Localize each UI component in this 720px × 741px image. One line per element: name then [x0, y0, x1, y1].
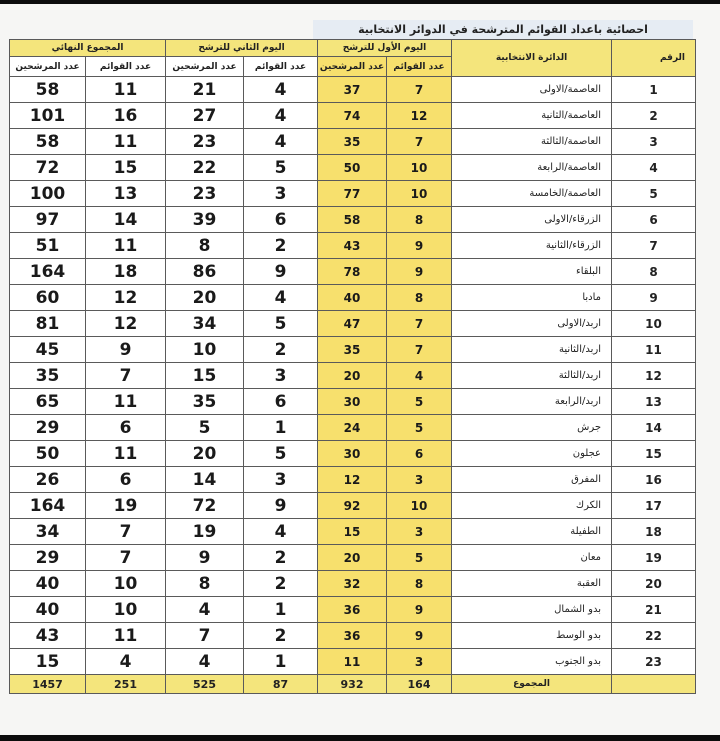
day2-candidates-header: عدد المرشحين	[166, 57, 244, 77]
document-sheet	[0, 4, 720, 735]
district-cell: الكرك	[452, 493, 612, 519]
day1-candidates-cell: 32	[318, 571, 387, 597]
row-number-cell: 11	[612, 337, 696, 363]
day2-candidates-cell: 23	[166, 181, 244, 207]
day1-lists-cell: 9	[387, 259, 452, 285]
day1-lists-header: عدد القوائم	[387, 57, 452, 77]
day2-candidates-cell: 27	[166, 103, 244, 129]
day2-lists-cell: 2	[244, 545, 318, 571]
final-lists-cell: 15	[86, 155, 166, 181]
row-number-cell: 12	[612, 363, 696, 389]
day1-lists-cell: 10	[387, 493, 452, 519]
final-lists-header: عدد القوائم	[86, 57, 166, 77]
row-number-cell: 4	[612, 155, 696, 181]
row-number-cell: 22	[612, 623, 696, 649]
row-number-cell: 19	[612, 545, 696, 571]
day1-lists-cell: 8	[387, 571, 452, 597]
final-lists-cell: 11	[86, 441, 166, 467]
day1-candidates-cell: 47	[318, 311, 387, 337]
district-cell: بدو الجنوب	[452, 649, 612, 675]
district-cell: جرش	[452, 415, 612, 441]
day1-candidates-cell: 11	[318, 649, 387, 675]
day1-lists-cell: 12	[387, 103, 452, 129]
final-candidates-cell: 29	[10, 415, 86, 441]
row-number-cell: 7	[612, 233, 696, 259]
day2-lists-cell: 3	[244, 181, 318, 207]
day1-candidates-cell: 37	[318, 77, 387, 103]
final-lists-cell: 4	[86, 649, 166, 675]
row-number-cell: 6	[612, 207, 696, 233]
final-candidates-cell: 35	[10, 363, 86, 389]
totals-row	[10, 675, 696, 694]
table-row	[10, 363, 696, 389]
day1-lists-cell: 8	[387, 285, 452, 311]
district-cell: العاصمة/الاولى	[452, 77, 612, 103]
day2-lists-cell: 3	[244, 467, 318, 493]
district-cell: المفرق	[452, 467, 612, 493]
final-lists-cell: 7	[86, 519, 166, 545]
district-cell: معان	[452, 545, 612, 571]
day1-lists-cell: 7	[387, 311, 452, 337]
day2-candidates-cell: 5	[166, 415, 244, 441]
day2-lists-cell: 2	[244, 337, 318, 363]
final-lists-cell: 18	[86, 259, 166, 285]
district-cell: الزرقاء/الثانية	[452, 233, 612, 259]
day2-candidates-cell: 9	[166, 545, 244, 571]
day1-candidates-cell: 36	[318, 597, 387, 623]
table-row	[10, 571, 696, 597]
day1-lists-cell: 7	[387, 129, 452, 155]
table-row	[10, 545, 696, 571]
row-number-cell: 15	[612, 441, 696, 467]
day1-candidates-cell: 92	[318, 493, 387, 519]
day1-candidates-cell: 77	[318, 181, 387, 207]
day1-lists-cell: 10	[387, 181, 452, 207]
day1-header: اليوم الأول للترشح	[318, 40, 452, 57]
day2-lists-cell: 5	[244, 155, 318, 181]
day1-candidates-cell: 58	[318, 207, 387, 233]
day2-lists-cell: 3	[244, 363, 318, 389]
day2-candidates-cell: 23	[166, 129, 244, 155]
day2-candidates-cell: 20	[166, 285, 244, 311]
final-lists-cell: 19	[86, 493, 166, 519]
final-candidates-cell: 40	[10, 571, 86, 597]
day2-lists-cell: 6	[244, 207, 318, 233]
totals-label: المجموع	[452, 675, 612, 694]
table-row	[10, 519, 696, 545]
total-day1-candidates: 932	[318, 675, 387, 694]
day2-lists-cell: 4	[244, 285, 318, 311]
day1-lists-cell: 5	[387, 545, 452, 571]
final-candidates-cell: 60	[10, 285, 86, 311]
total-day2-lists: 87	[244, 675, 318, 694]
day2-candidates-cell: 7	[166, 623, 244, 649]
day1-candidates-cell: 36	[318, 623, 387, 649]
table-row	[10, 311, 696, 337]
district-cell: العاصمة/الخامسة	[452, 181, 612, 207]
table-row	[10, 493, 696, 519]
district-cell: العقبة	[452, 571, 612, 597]
day2-lists-cell: 4	[244, 519, 318, 545]
final-candidates-cell: 164	[10, 259, 86, 285]
row-number-cell: 16	[612, 467, 696, 493]
table-row	[10, 389, 696, 415]
statistics-table	[9, 39, 696, 694]
day1-candidates-cell: 50	[318, 155, 387, 181]
day1-candidates-cell: 40	[318, 285, 387, 311]
final-candidates-cell: 40	[10, 597, 86, 623]
final-candidates-cell: 97	[10, 207, 86, 233]
day2-lists-cell: 4	[244, 77, 318, 103]
day2-candidates-cell: 19	[166, 519, 244, 545]
day2-lists-cell: 2	[244, 571, 318, 597]
final-candidates-cell: 100	[10, 181, 86, 207]
row-number-cell: 17	[612, 493, 696, 519]
day2-candidates-cell: 8	[166, 233, 244, 259]
row-number-cell: 10	[612, 311, 696, 337]
day1-lists-cell: 8	[387, 207, 452, 233]
day2-lists-cell: 9	[244, 259, 318, 285]
final-candidates-cell: 72	[10, 155, 86, 181]
final-lists-cell: 11	[86, 129, 166, 155]
day2-lists-cell: 1	[244, 415, 318, 441]
district-cell: العاصمة/الثانية	[452, 103, 612, 129]
day1-lists-cell: 3	[387, 467, 452, 493]
table-row	[10, 129, 696, 155]
row-number-cell: 8	[612, 259, 696, 285]
final-lists-cell: 10	[86, 571, 166, 597]
final-lists-cell: 7	[86, 545, 166, 571]
final-candidates-cell: 51	[10, 233, 86, 259]
day2-lists-cell: 1	[244, 649, 318, 675]
final-candidates-cell: 26	[10, 467, 86, 493]
district-cell: اربد/الاولى	[452, 311, 612, 337]
district-cell: مادبا	[452, 285, 612, 311]
final-candidates-cell: 29	[10, 545, 86, 571]
day2-lists-cell: 6	[244, 389, 318, 415]
day2-candidates-cell: 21	[166, 77, 244, 103]
final-lists-cell: 11	[86, 623, 166, 649]
row-number-cell: 23	[612, 649, 696, 675]
day1-candidates-cell: 35	[318, 129, 387, 155]
day2-candidates-cell: 8	[166, 571, 244, 597]
day1-candidates-cell: 30	[318, 389, 387, 415]
district-header: الدائرة الانتخابية	[452, 40, 612, 77]
day2-lists-cell: 2	[244, 623, 318, 649]
table-row	[10, 77, 696, 103]
final-candidates-cell: 58	[10, 129, 86, 155]
row-number-cell: 21	[612, 597, 696, 623]
day1-lists-cell: 3	[387, 519, 452, 545]
final-lists-cell: 14	[86, 207, 166, 233]
day2-lists-cell: 1	[244, 597, 318, 623]
final-lists-cell: 12	[86, 285, 166, 311]
final-lists-cell: 12	[86, 311, 166, 337]
table-row	[10, 207, 696, 233]
day2-candidates-cell: 22	[166, 155, 244, 181]
final-candidates-cell: 34	[10, 519, 86, 545]
table-row	[10, 259, 696, 285]
day1-candidates-cell: 15	[318, 519, 387, 545]
district-cell: اربد/الرابعة	[452, 389, 612, 415]
day2-lists-cell: 5	[244, 441, 318, 467]
table-row	[10, 181, 696, 207]
final-lists-cell: 13	[86, 181, 166, 207]
row-number-cell: 2	[612, 103, 696, 129]
final-lists-cell: 11	[86, 389, 166, 415]
day2-candidates-cell: 4	[166, 649, 244, 675]
day2-candidates-cell: 72	[166, 493, 244, 519]
day1-lists-cell: 7	[387, 337, 452, 363]
table-row	[10, 467, 696, 493]
day2-candidates-cell: 86	[166, 259, 244, 285]
day2-lists-cell: 5	[244, 311, 318, 337]
day1-candidates-cell: 20	[318, 363, 387, 389]
final-lists-cell: 11	[86, 233, 166, 259]
day1-lists-cell: 10	[387, 155, 452, 181]
day2-candidates-cell: 4	[166, 597, 244, 623]
day1-lists-cell: 9	[387, 233, 452, 259]
table-row	[10, 441, 696, 467]
day1-lists-cell: 9	[387, 597, 452, 623]
district-cell: بدو الشمال	[452, 597, 612, 623]
district-cell: اربد/الثانية	[452, 337, 612, 363]
table-row	[10, 285, 696, 311]
final-candidates-cell: 81	[10, 311, 86, 337]
day1-lists-cell: 5	[387, 415, 452, 441]
totals-number-cell	[612, 675, 696, 694]
row-number-cell: 13	[612, 389, 696, 415]
table-row	[10, 155, 696, 181]
day1-lists-cell: 9	[387, 623, 452, 649]
day1-lists-cell: 5	[387, 389, 452, 415]
final-lists-cell: 11	[86, 77, 166, 103]
day2-candidates-cell: 10	[166, 337, 244, 363]
total-final-candidates: 1457	[10, 675, 86, 694]
final-lists-cell: 6	[86, 467, 166, 493]
district-cell: اربد/الثالثة	[452, 363, 612, 389]
day2-lists-cell: 2	[244, 233, 318, 259]
table-row	[10, 649, 696, 675]
final-candidates-cell: 65	[10, 389, 86, 415]
day1-candidates-cell: 43	[318, 233, 387, 259]
table-row	[10, 597, 696, 623]
final-candidates-cell: 50	[10, 441, 86, 467]
day1-lists-cell: 6	[387, 441, 452, 467]
day1-candidates-cell: 30	[318, 441, 387, 467]
total-day1-lists: 164	[387, 675, 452, 694]
total-day2-candidates: 525	[166, 675, 244, 694]
district-cell: عجلون	[452, 441, 612, 467]
day1-candidates-cell: 78	[318, 259, 387, 285]
day2-lists-cell: 4	[244, 129, 318, 155]
day1-lists-cell: 7	[387, 77, 452, 103]
table-title: احصائية باعداد القوائم المترشحة في الدوائر الانتخابية	[313, 20, 693, 39]
day1-candidates-header: عدد المرشحين	[318, 57, 387, 77]
row-number-cell: 1	[612, 77, 696, 103]
day2-lists-cell: 4	[244, 103, 318, 129]
row-number-cell: 9	[612, 285, 696, 311]
final-candidates-cell: 43	[10, 623, 86, 649]
row-number-cell: 14	[612, 415, 696, 441]
district-cell: البلقاء	[452, 259, 612, 285]
table-row	[10, 623, 696, 649]
day1-candidates-cell: 35	[318, 337, 387, 363]
final-candidates-header: عدد المرشحين	[10, 57, 86, 77]
day2-lists-cell: 9	[244, 493, 318, 519]
table-row	[10, 337, 696, 363]
row-number-cell: 3	[612, 129, 696, 155]
total-final-lists: 251	[86, 675, 166, 694]
day2-candidates-cell: 35	[166, 389, 244, 415]
district-cell: الزرقاء/الاولى	[452, 207, 612, 233]
final-total-header: المجموع النهائي	[10, 40, 166, 57]
district-cell: العاصمة/الثالثة	[452, 129, 612, 155]
day1-candidates-cell: 12	[318, 467, 387, 493]
final-lists-cell: 10	[86, 597, 166, 623]
final-lists-cell: 7	[86, 363, 166, 389]
number-header: الرقم	[612, 40, 696, 77]
table-row	[10, 233, 696, 259]
group-header-row	[10, 40, 696, 57]
day2-candidates-cell: 15	[166, 363, 244, 389]
day1-candidates-cell: 74	[318, 103, 387, 129]
day2-candidates-cell: 39	[166, 207, 244, 233]
day2-candidates-cell: 14	[166, 467, 244, 493]
row-number-cell: 5	[612, 181, 696, 207]
final-candidates-cell: 45	[10, 337, 86, 363]
day2-candidates-cell: 34	[166, 311, 244, 337]
row-number-cell: 18	[612, 519, 696, 545]
district-cell: العاصمة/الرابعة	[452, 155, 612, 181]
table-body	[10, 77, 696, 675]
final-candidates-cell: 101	[10, 103, 86, 129]
day2-candidates-cell: 20	[166, 441, 244, 467]
day1-lists-cell: 4	[387, 363, 452, 389]
final-candidates-cell: 58	[10, 77, 86, 103]
day2-lists-header: عدد القوائم	[244, 57, 318, 77]
final-lists-cell: 6	[86, 415, 166, 441]
day2-header: اليوم الثاني للترشح	[166, 40, 318, 57]
final-lists-cell: 16	[86, 103, 166, 129]
table-row	[10, 103, 696, 129]
final-candidates-cell: 164	[10, 493, 86, 519]
day1-lists-cell: 3	[387, 649, 452, 675]
district-cell: الطفيلة	[452, 519, 612, 545]
day1-candidates-cell: 20	[318, 545, 387, 571]
final-candidates-cell: 15	[10, 649, 86, 675]
day1-candidates-cell: 24	[318, 415, 387, 441]
district-cell: بدو الوسط	[452, 623, 612, 649]
row-number-cell: 20	[612, 571, 696, 597]
table-row	[10, 415, 696, 441]
final-lists-cell: 9	[86, 337, 166, 363]
